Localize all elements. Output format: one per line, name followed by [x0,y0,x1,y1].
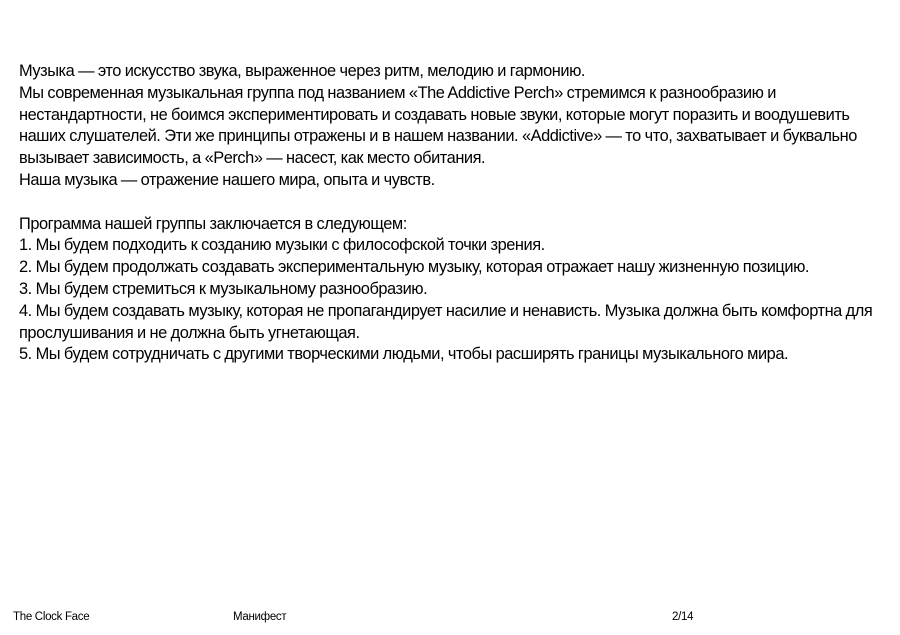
program-heading: Программа нашей группы заключается в следующем: [19,214,407,233]
footer-page-number: 2/14 [672,611,694,623]
footer-section-title: Манифест [233,611,287,623]
program-item-4: 4. Мы будем создавать музыку, которая не пропагандирует насилие и ненависть. Музыка должна быть комфортна для прослушивания и не должна быть угнетающая. [19,301,873,342]
paragraph-spacer [19,192,884,214]
program-item-1: 1. Мы будем подходить к созданию музыки с философской точки зрения. [19,236,545,255]
intro-paragraph-band-name: Мы современная музыкальная группа под названием «The Addictive Perch» стремимся к разнообразию и нестандартности, не боимся экспериментировать и создавать новые звуки, которые могут поразить и воодушевить наших слушателей. Эти же принципы отражены и в нашем названии. «Addictive» — то что, захватывает и буквально вызывает зависимость, а «Perch» — насест, как место обитания. [19,83,857,168]
program-item-3: 3. Мы будем стремиться к музыкальному разнообразию. [19,279,428,298]
manifesto-text [19,61,884,366]
program-item-2: 2. Мы будем продолжать создавать экспериментальную музыку, которая отражает нашу жизненную позицию. [19,258,810,277]
intro-line-1: Музыка — это искусство звука, выраженное через ритм, мелодию и гармонию. [19,62,586,80]
footer-brand: The Clock Face [13,611,90,623]
page-footer [0,611,900,627]
program-item-5: 5. Мы будем сотрудничать с другими творческими людьми, чтобы расширять границы музыкального мира. [19,345,789,364]
intro-line-3: Наша музыка — отражение нашего мира, опыта и чувств. [19,170,435,189]
